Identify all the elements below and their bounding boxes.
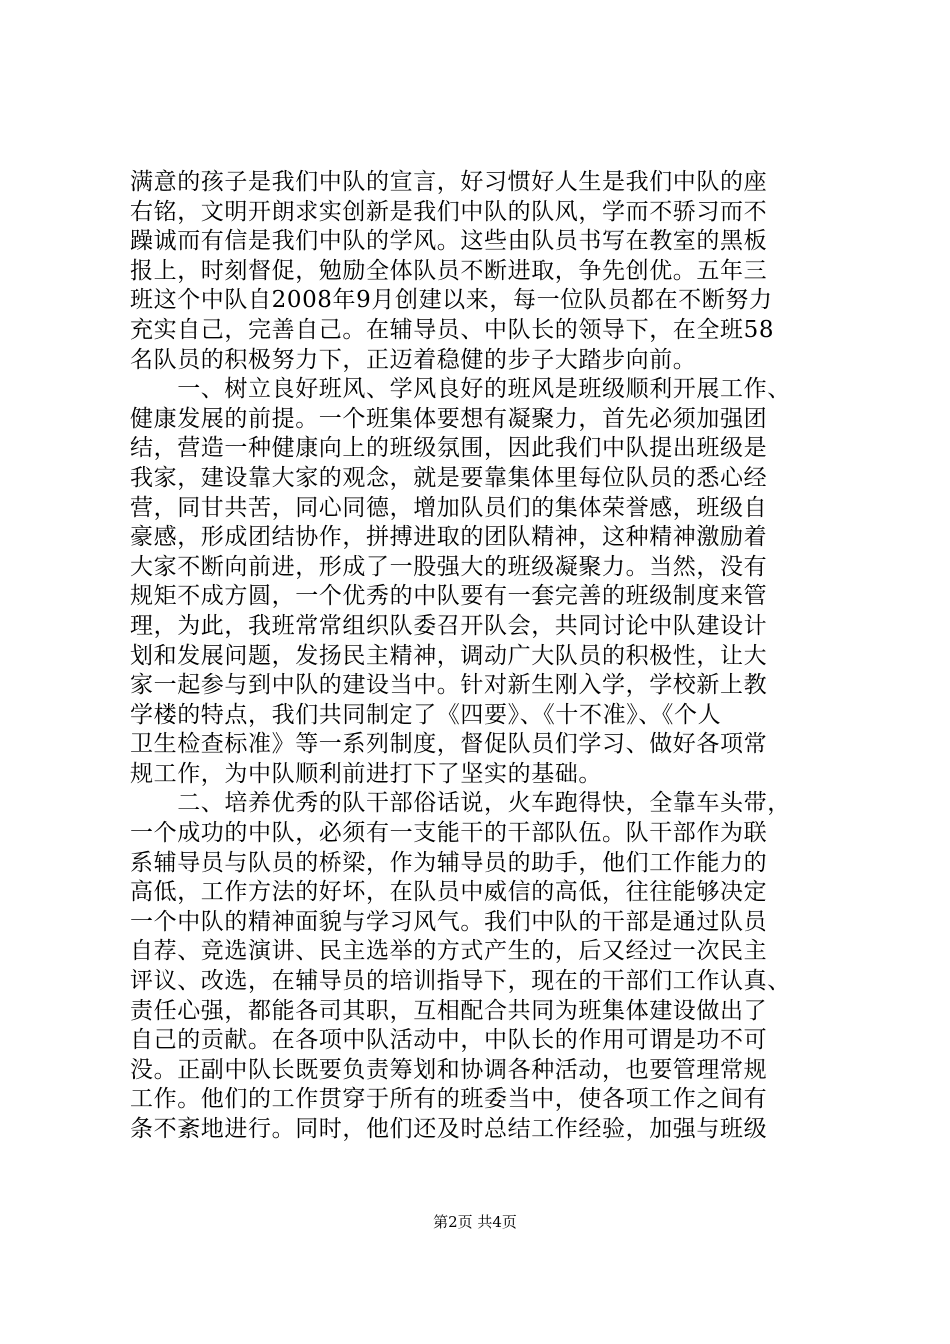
text-line: 健康发展的前提。一个班集体要想有凝聚力，首先必须加强团: [130, 405, 768, 432]
text-line: 结，营造一种健康向上的班级氛围，因此我们中队提出班级是: [130, 435, 768, 462]
text-line: 家一起参与到中队的建设当中。针对新生刚入学，学校新上教: [130, 672, 768, 699]
body-text: [130, 168, 830, 1145]
text-line: 理，为此，我班常常组织队委召开队会，共同讨论中队建设计: [130, 612, 768, 639]
text-line: 条不紊地进行。同时，他们还及时总结工作经验，加强与班级: [130, 1116, 768, 1142]
text-line: 规工作，为中队顺利前进打下了坚实的基础。: [130, 760, 602, 787]
text-line: 名队员的积极努力下，正迈着稳健的步子大踏步向前。: [130, 346, 697, 373]
page-footer: [0, 1212, 950, 1232]
text-line: 营，同甘共苦，同心同德，增加队员们的集体荣誉感，班级自: [130, 494, 768, 521]
text-line: 规矩不成方圆，一个优秀的中队要有一套完善的班级制度来管: [130, 583, 768, 610]
text-line: 豪感，形成团结协作，拼搏进取的团队精神，这种精神激励着: [130, 524, 768, 551]
text-line: 满意的孩子是我们中队的宣言，好习惯好人生是我们中队的座: [130, 169, 768, 195]
text-line: 自己的贡献。在各项中队活动中，中队长的作用可谓是功不可: [130, 1027, 768, 1054]
text-line: 高低，工作方法的好坏，在队员中威信的高低，往往能够决定: [130, 879, 768, 906]
text-line: 自荐、竞选演讲、民主选举的方式产生的，后又经过一次民主: [130, 938, 768, 965]
text-line: 系辅导员与队员的桥梁，作为辅导员的助手，他们工作能力的: [130, 849, 768, 876]
text-line: 评议、改选，在辅导员的培训指导下，现在的干部们工作认真、: [130, 968, 791, 995]
text-line: 学楼的特点，我们共同制定了《四要》、《十不准》、《个人: [130, 701, 722, 728]
text-line: 一个中队的精神面貌与学习风气。我们中队的干部是通过队员: [130, 908, 768, 935]
page-number: 第2页 共4页: [433, 1213, 517, 1231]
text-line: 没。正副中队长既要负责筹划和协调各种活动，也要管理常规: [130, 1056, 768, 1083]
text-line: 大家不断向前进，形成了一股强大的班级凝聚力。当然，没有: [130, 553, 768, 580]
section-heading-line: 一、树立良好班风、学风良好的班风是班级顺利开展工作、: [130, 376, 791, 403]
text-line: 报上，时刻督促，勉励全体队员不断进取，争先创优。五年三: [130, 257, 768, 284]
text-line: 责任心强，都能各司其职，互相配合共同为班集体建设做出了: [130, 997, 768, 1024]
text-line: 右铭，文明开朗求实创新是我们中队的队风，学而不骄习而不: [130, 198, 768, 225]
text-line: 我家，建设靠大家的观念，就是要靠集体里每位队员的悉心经: [130, 464, 768, 491]
text-line: 一个成功的中队，必须有一支能干的干部队伍。队干部作为联: [130, 820, 768, 847]
text-line: 充实自己，完善自己。在辅导员、中队长的领导下，在全班58: [130, 316, 775, 343]
text-line: 划和发展问题，发扬民主精神，调动广大队员的积极性，让大: [130, 642, 768, 669]
text-line: 躁诚而有信是我们中队的学风。这些由队员书写在教室的黑板: [130, 228, 768, 255]
text-line: 班这个中队自2008年9月创建以来，每一位队员都在不断努力: [130, 287, 773, 314]
text-line: 工作。他们的工作贯穿于所有的班委当中，使各项工作之间有: [130, 1086, 768, 1113]
section-heading-line: 二、培养优秀的队干部俗话说，火车跑得快，全靠车头带，: [130, 790, 791, 817]
text-line: 卫生检查标准》等一系列制度，督促队员们学习、做好各项常: [130, 731, 768, 758]
